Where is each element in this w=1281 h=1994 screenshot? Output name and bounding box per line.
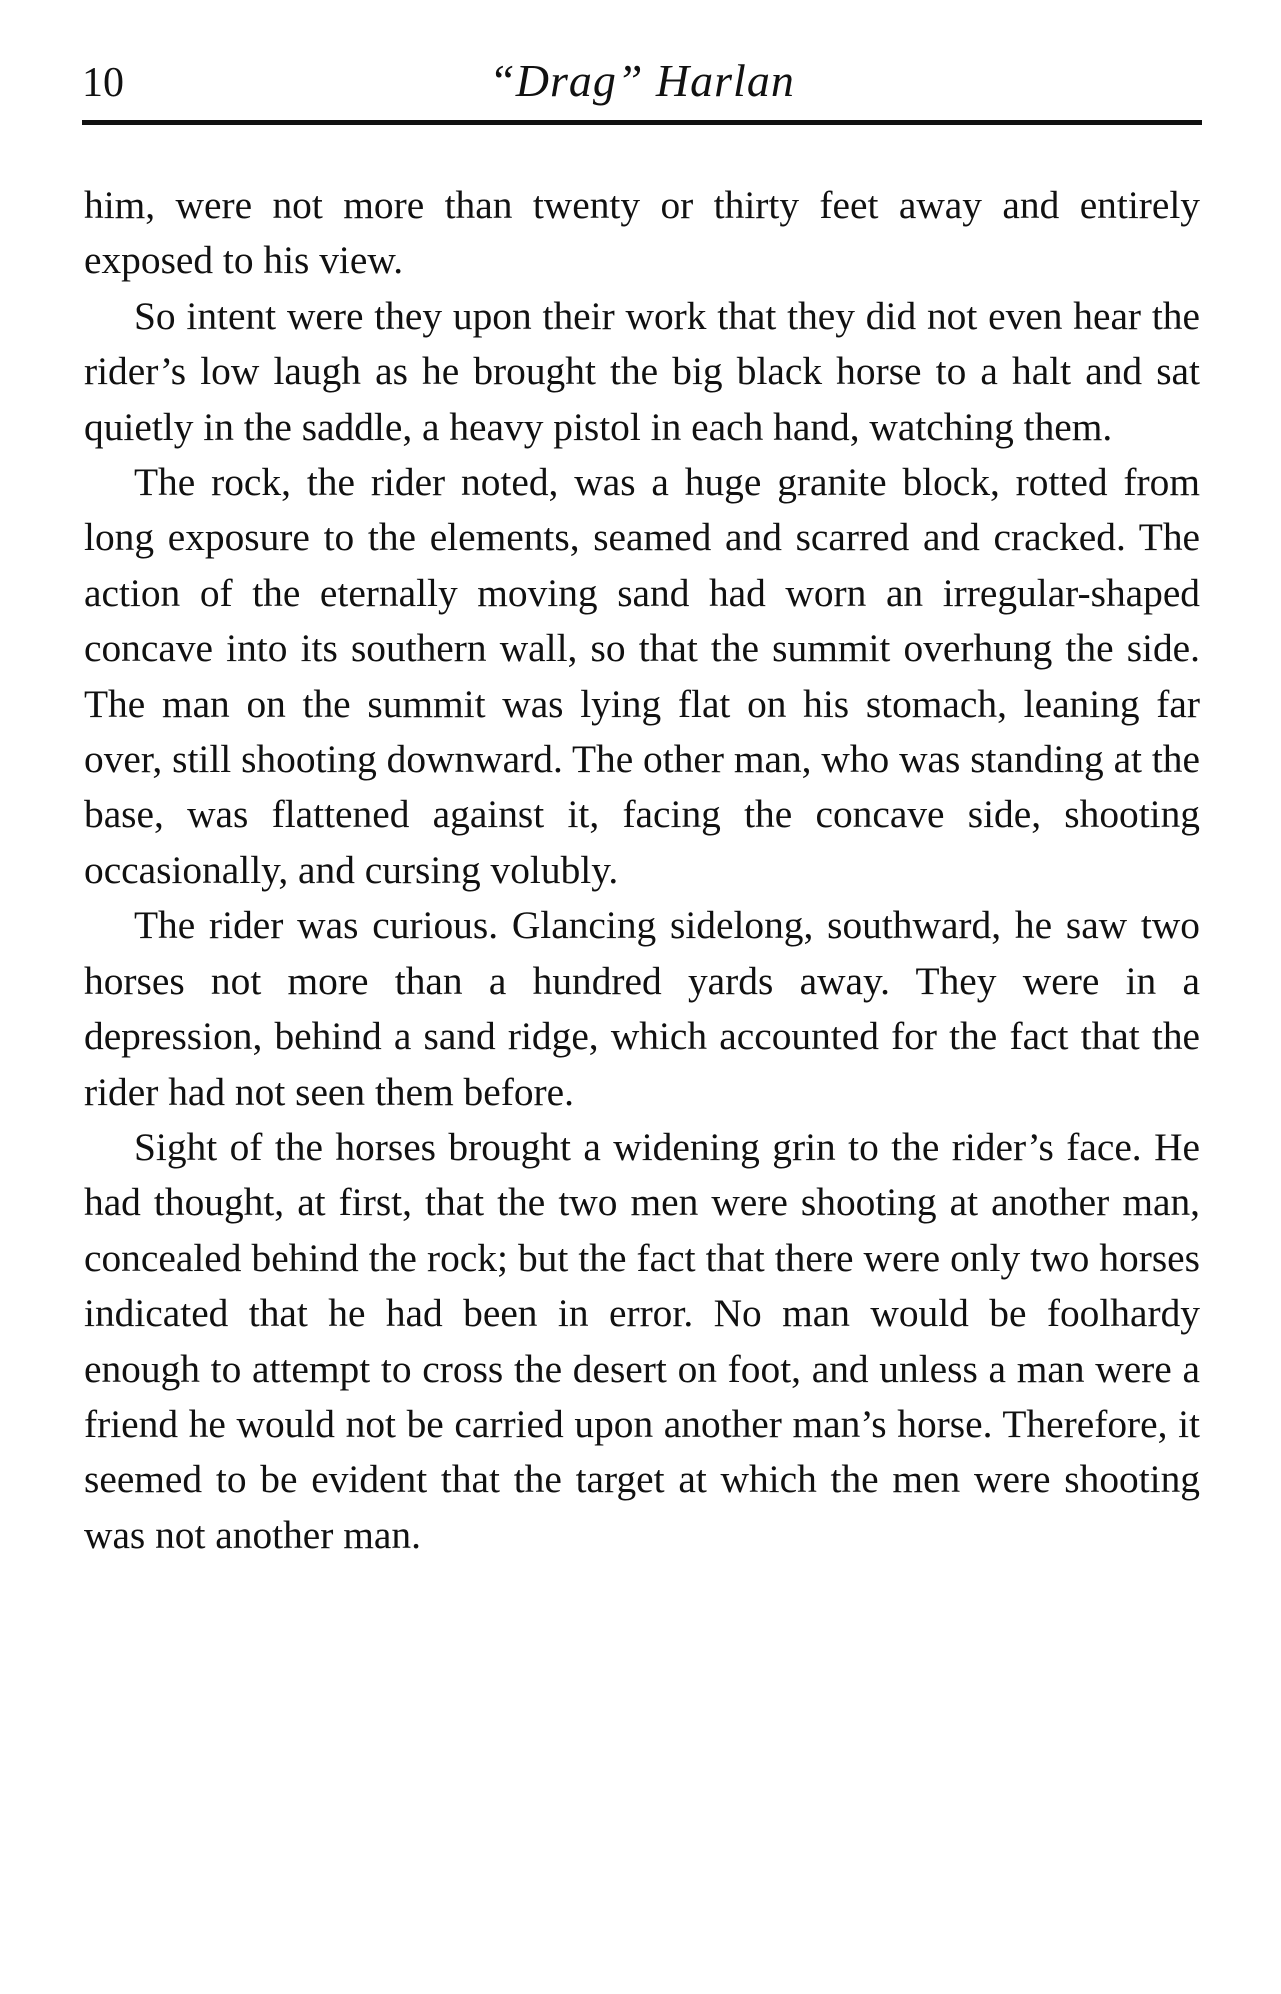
body-text bbox=[84, 178, 1200, 1563]
page-number: 10 bbox=[82, 60, 124, 106]
paragraph-3: The rock, the rider noted, was a huge granite block, rotted from long exposure to the elements, seamed and scarred and cracked. The action of the eternally moving sand had worn an irregular-shaped concave into its southern wall, so that the summit overhung the side. The man on the summit was lying flat on his stomach, leaning far over, still shooting downward. The other man, who was standing at the base, was flattened against it, facing the concave side, shooting occasionally, and cursing volubly. bbox=[84, 460, 1200, 892]
header-rule bbox=[82, 120, 1202, 125]
paragraph-1: him, were not more than twenty or thirty feet away and entirely exposed to his view. bbox=[84, 183, 1200, 283]
paragraph-4: The rider was curious. Glancing sidelong, southward, he saw two horses not more than a hundred yards away. They were in a depression, behind a sand ridge, which accounted for the fact that the rider had not seen them before. bbox=[84, 903, 1200, 1114]
paragraph-5: Sight of the horses brought a widening grin to the rider’s face. He had thought, at first, that the two men were shooting at another man, concealed behind the rock; but the fact that there were only two horses indicated that he had been in error. No man would be foolhardy enough to attempt to cross the desert on foot, and unless a man were a friend he would not be carried upon another man’s horse. Therefore, it seemed to be evident that the target at which the men were shooting was not another man. bbox=[84, 1124, 1200, 1557]
page-header bbox=[82, 52, 1202, 116]
running-title: “Drag” Harlan bbox=[489, 55, 795, 106]
paragraph-2: So intent were they upon their work that they did not even hear the rider’s low laugh as he brought the big black horse to a halt and sat quietly in the saddle, a heavy pistol in each hand, watching them. bbox=[84, 293, 1200, 449]
